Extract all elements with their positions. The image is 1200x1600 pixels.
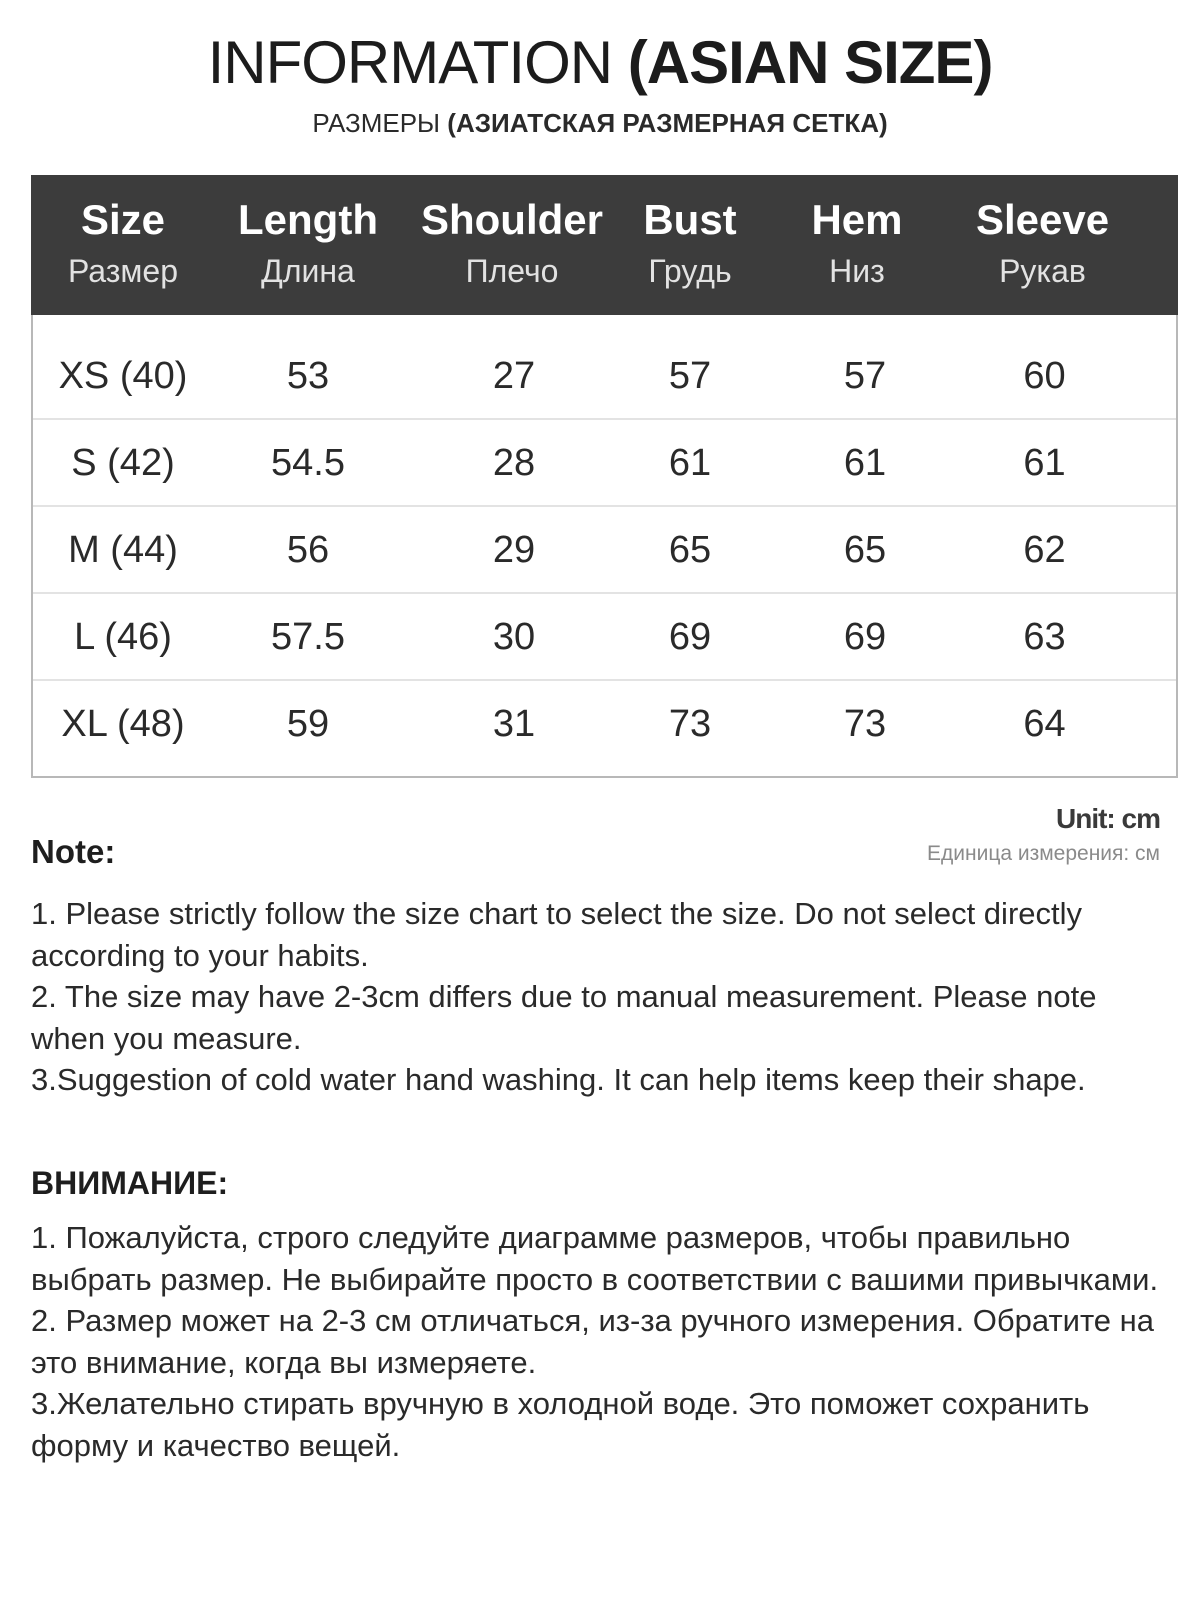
header-size-ru: Размер	[68, 253, 178, 289]
attention-list	[31, 1217, 1171, 1466]
header-bust	[623, 175, 757, 315]
header-sleeve	[957, 175, 1128, 315]
unit-label-en: Unit: cm	[1056, 803, 1160, 834]
header-bust-ru: Грудь	[648, 253, 732, 289]
header-length-en: Length	[238, 196, 378, 243]
header-hem	[757, 175, 957, 315]
cell-bust: 57	[668, 355, 712, 397]
note-heading: Note:	[31, 833, 116, 870]
cell-shoulder: 28	[492, 442, 536, 484]
cell-length: 54.5	[271, 442, 345, 484]
cell-sleeve: 60	[1023, 355, 1066, 397]
cell-size: M (44)	[68, 529, 178, 571]
cell-hem: 69	[843, 616, 887, 658]
cell-size: L (46)	[74, 616, 172, 658]
table-row	[33, 333, 1176, 420]
table-row	[33, 681, 1176, 768]
title-bold: (ASIAN SIZE)	[627, 29, 993, 96]
cell-sleeve: 64	[1023, 703, 1066, 745]
cell-shoulder: 27	[492, 355, 536, 397]
cell-hem: 65	[843, 529, 887, 571]
header-sleeve-en: Sleeve	[975, 196, 1110, 243]
header-hem-ru: Низ	[829, 253, 885, 289]
cell-bust: 69	[668, 616, 712, 658]
header-shoulder-ru: Плечо	[465, 253, 559, 289]
attention-heading: ВНИМАНИЕ:	[31, 1165, 229, 1201]
subtitle-bold: (АЗИАТСКАЯ РАЗМЕРНАЯ СЕТКА)	[447, 108, 888, 138]
table-row	[33, 594, 1176, 681]
note-item: 2. The size may have 2-3cm differs due to manual measurement. Please note when you measure.	[31, 979, 1097, 1056]
table-row	[33, 507, 1176, 594]
cell-hem: 73	[843, 703, 887, 745]
cell-size: S (42)	[71, 442, 175, 484]
attention-item: 3.Желательно стирать вручную в холодной воде. Это поможет сохранить форму и качество вещей.	[31, 1386, 1090, 1463]
page-title	[0, 28, 1200, 98]
cell-hem: 61	[843, 442, 887, 484]
cell-hem: 57	[843, 355, 887, 397]
header-length-ru: Длина	[261, 253, 355, 289]
unit-label-ru: Единица измерения: см	[927, 842, 1160, 865]
header-shoulder	[401, 175, 623, 315]
header-bust-en: Bust	[643, 196, 737, 243]
size-table-header	[31, 175, 1178, 315]
note-item: 1. Please strictly follow the size chart to select the size. Do not select directly according to your habits.	[31, 896, 1083, 973]
table-row	[33, 420, 1176, 507]
cell-length: 59	[286, 703, 330, 745]
cell-sleeve: 62	[1023, 529, 1066, 571]
cell-shoulder: 29	[492, 529, 536, 571]
title-light: INFORMATION	[207, 29, 613, 96]
header-hem-en: Hem	[811, 196, 903, 243]
size-table	[31, 175, 1178, 778]
cell-length: 57.5	[271, 616, 345, 658]
cell-shoulder: 31	[492, 703, 536, 745]
cell-bust: 65	[668, 529, 712, 571]
header-size-en: Size	[80, 196, 166, 243]
header-length	[215, 175, 401, 315]
note-list	[31, 893, 1171, 1101]
attention-item: 1. Пожалуйста, строго следуйте диаграмме размеров, чтобы правильно выбрать размер. Не выбирайте просто в соответствии с вашими привычками.	[31, 1220, 1159, 1297]
cell-length: 53	[286, 355, 330, 397]
attention-item: 2. Размер может на 2-3 см отличаться, из-за ручного измерения. Обратите на это внимание, когда вы измеряете.	[31, 1303, 1155, 1380]
cell-size: XS (40)	[58, 355, 188, 397]
cell-bust: 61	[668, 442, 712, 484]
subtitle-light: РАЗМЕРЫ	[312, 108, 441, 138]
note-item: 3.Suggestion of cold water hand washing. It can help items keep their shape.	[31, 1062, 1086, 1097]
cell-sleeve: 63	[1023, 616, 1066, 658]
cell-bust: 73	[668, 703, 712, 745]
page-subtitle	[0, 106, 1200, 140]
cell-length: 56	[286, 529, 330, 571]
header-sleeve-ru: Рукав	[999, 253, 1086, 289]
cell-sleeve: 61	[1023, 442, 1066, 484]
cell-shoulder: 30	[492, 616, 536, 658]
header-size	[31, 175, 215, 315]
cell-size: XL (48)	[61, 703, 185, 745]
header-shoulder-en: Shoulder	[420, 196, 603, 243]
